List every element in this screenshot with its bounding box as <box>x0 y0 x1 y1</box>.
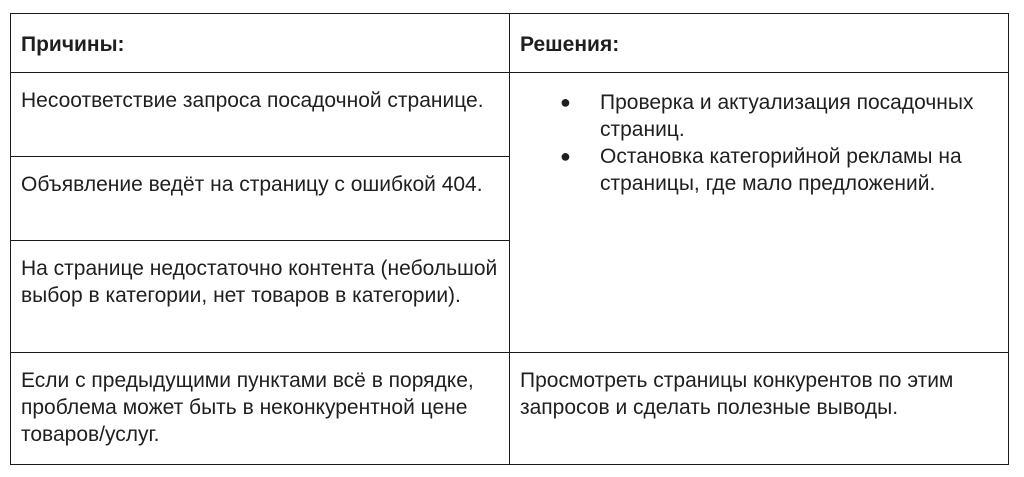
solutions-list <box>520 89 998 197</box>
bullet-icon: ● <box>560 146 571 166</box>
table-row <box>11 73 1009 157</box>
solutions-cell <box>510 73 1009 353</box>
cause-cell-1: Несоответствие запроса посадочной странице. <box>11 73 510 157</box>
list-item <box>520 143 998 197</box>
list-item <box>520 89 998 143</box>
bullet-icon: ● <box>560 92 571 112</box>
causes-solutions-table <box>10 13 1009 465</box>
header-solutions: Решения: <box>510 14 1009 73</box>
solution-cell-last: Просмотреть страницы конкурентов по этим запросов и сделать полезные выводы. <box>510 353 1009 465</box>
header-causes: Причины: <box>11 14 510 73</box>
cause-cell-4: Если с предыдущими пунктами всё в порядке, проблема может быть в неконкурентной цене товаров/услуг. <box>11 353 510 465</box>
solution-text-2: Остановка категорийной рекламы на страницы, где мало предложений. <box>600 145 962 195</box>
table-row <box>11 353 1009 465</box>
cause-cell-2: Объявление ведёт на страницу с ошибкой 404. <box>11 157 510 241</box>
table-header-row <box>11 14 1009 73</box>
solution-text-1: Проверка и актуализация посадочных страниц. <box>600 91 974 141</box>
cause-cell-3: На странице недостаточно контента (небольшой выбор в категории, нет товаров в категории). <box>11 241 510 353</box>
